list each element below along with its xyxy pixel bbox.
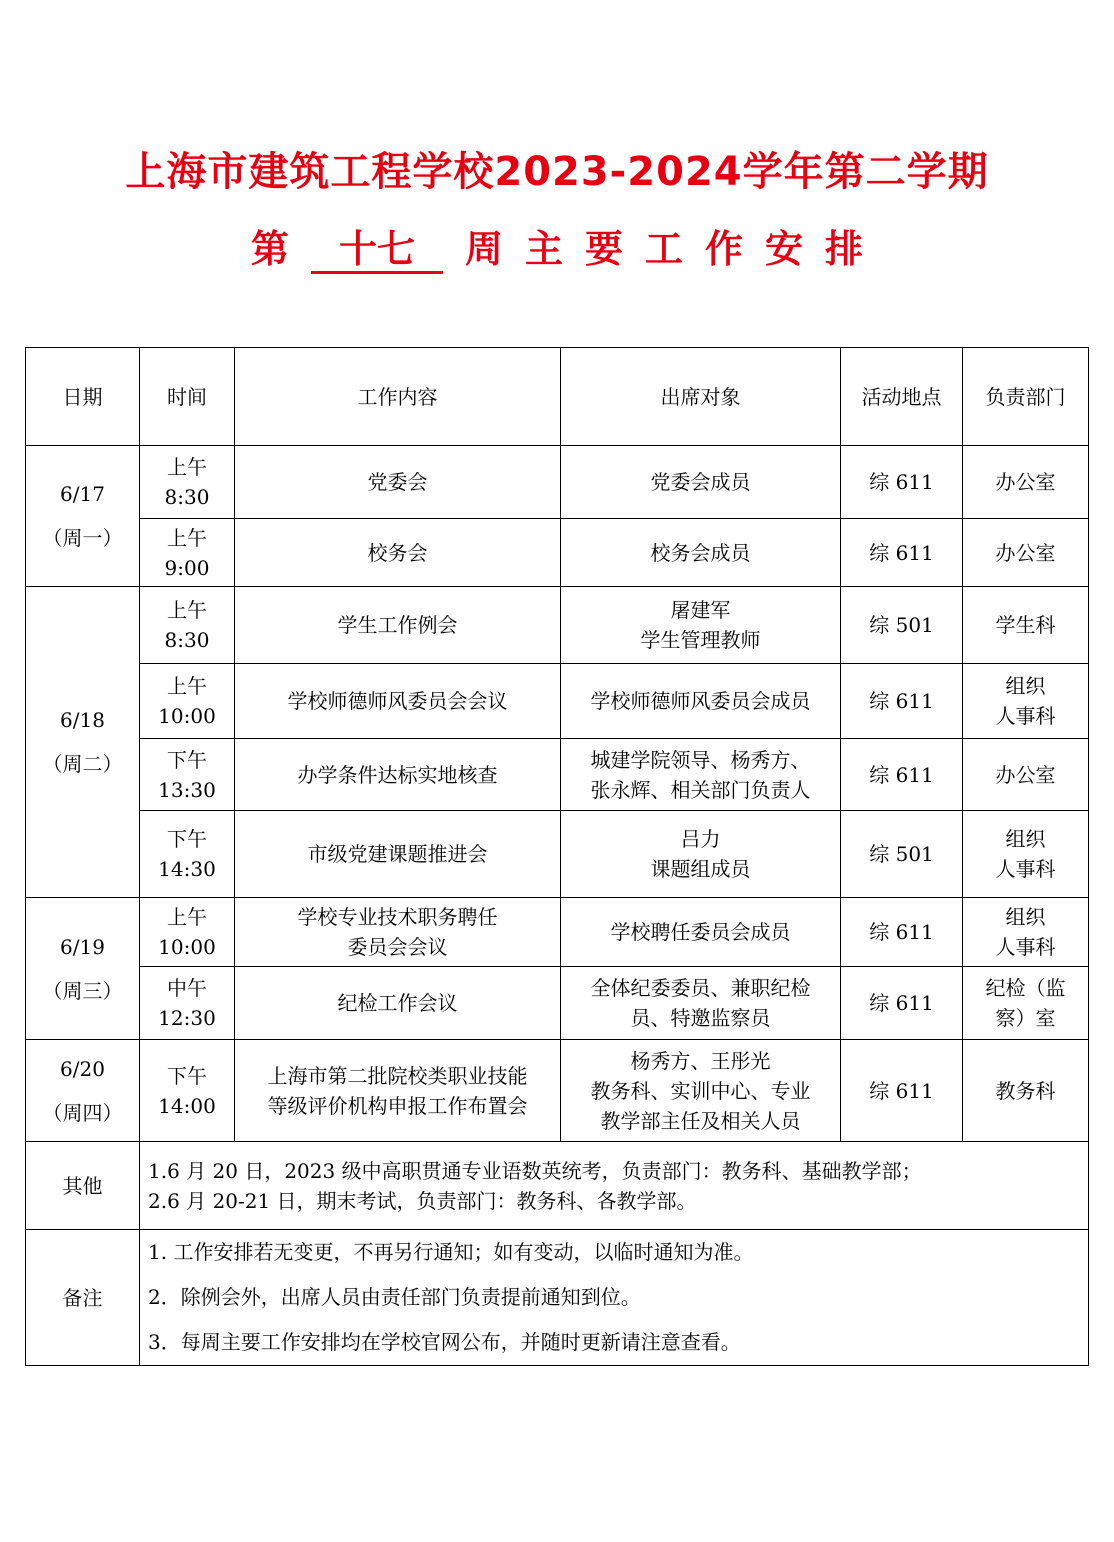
subtitle-char: 主 [524, 227, 563, 271]
table-row [26, 664, 1089, 739]
cell-text-line: 上午 [167, 455, 207, 479]
attendees-cell [561, 1040, 841, 1142]
subtitle-char: 要 [584, 227, 623, 271]
header-department: 负责部门 [963, 348, 1089, 446]
document-title: 上海市建筑工程学校2023-2024学年第二学期 [125, 149, 989, 195]
cell-text-line: 学校师德师风委员会成员 [590, 689, 811, 713]
other-label: 其他 [26, 1142, 140, 1230]
content-cell [235, 1040, 561, 1142]
other-item: 2.6 月 20-21 日，期末考试，负责部门：教务科、各教学部。 [148, 1188, 697, 1213]
remarks-label: 备注 [26, 1230, 140, 1366]
cell-text-line: 察）室 [995, 1006, 1056, 1030]
cell-text-line: 校务会成员 [650, 540, 751, 565]
date-cell [26, 446, 140, 587]
date: 6/18 [60, 708, 105, 732]
content-cell [235, 664, 561, 739]
cell-text-line: 委员会会议 [347, 935, 448, 959]
cell-text-line: 学校聘任委员会成员 [610, 920, 791, 944]
content-cell [235, 739, 561, 811]
cell-text-line: 14:00 [158, 1093, 216, 1118]
cell-text-line: 8:30 [164, 628, 210, 652]
cell-text-line: 屠建军 [670, 598, 731, 622]
table-row [26, 1040, 1089, 1142]
date-cell [26, 898, 140, 1040]
department-cell [963, 446, 1089, 519]
department-cell [963, 664, 1089, 739]
cell-text-line: 市级党建课题推进会 [307, 842, 488, 866]
time-cell [140, 811, 235, 898]
attendees-cell [561, 967, 841, 1040]
department-cell [963, 1040, 1089, 1142]
remark-item: 3．每周主要工作安排均在学校官网公布，并随时更新请注意查看。 [148, 1330, 741, 1354]
location-cell: 综 611 [841, 739, 963, 811]
cell-text-line: 教务科、实训中心、专业 [590, 1078, 811, 1103]
table-row [26, 739, 1089, 811]
subtitle-char: 工 [645, 227, 684, 271]
other-content [140, 1142, 1089, 1230]
cell-text-line: 学生工作例会 [337, 613, 458, 637]
date-cell [26, 587, 140, 898]
table-row [26, 967, 1089, 1040]
time-cell [140, 519, 235, 587]
cell-text-line: 下午 [167, 1063, 207, 1088]
department-cell [963, 967, 1089, 1040]
cell-text-line: 下午 [167, 827, 207, 851]
location-cell: 综 611 [841, 1040, 963, 1142]
time-cell [140, 967, 235, 1040]
cell-text-line: 党委会 [367, 470, 428, 494]
cell-text-line: 12:30 [158, 1006, 216, 1030]
attendees-cell [561, 739, 841, 811]
cell-text-line: 教务科 [995, 1078, 1056, 1103]
cell-text-line: 等级评价机构申报工作布置会 [267, 1093, 528, 1118]
cell-text-line: 中午 [167, 976, 207, 1000]
cell-text-line: 学校师德师风委员会会议 [287, 689, 508, 713]
cell-text-line: 13:30 [158, 777, 216, 802]
other-row [26, 1142, 1089, 1230]
location-cell: 综 611 [841, 664, 963, 739]
other-item: 1.6 月 20 日，2023 级中高职贯通专业语数英统考，负责部门：教务科、基础教学部； [148, 1158, 922, 1183]
attendees-cell [561, 898, 841, 967]
cell-text-line: 8:30 [164, 485, 210, 509]
header-time: 时间 [140, 348, 235, 446]
cell-text-line: 党委会成员 [650, 470, 751, 494]
attendees-cell [561, 519, 841, 587]
content-cell [235, 587, 561, 664]
header-row [26, 348, 1089, 446]
cell-text-line: 组织 [1005, 827, 1046, 851]
subtitle-char: 周 [464, 227, 503, 271]
content-cell [235, 967, 561, 1040]
subtitle-prefix: 第 [250, 227, 289, 271]
cell-text-line: 人事科 [995, 704, 1056, 728]
location-cell: 综 611 [841, 446, 963, 519]
cell-text-line: 人事科 [995, 935, 1056, 959]
cell-text-line: 10:00 [158, 935, 216, 959]
cell-text-line: 学生科 [995, 613, 1056, 637]
content-cell [235, 811, 561, 898]
header-content: 工作内容 [235, 348, 561, 446]
cell-text-line: 张永辉、相关部门负责人 [590, 777, 811, 802]
time-cell [140, 587, 235, 664]
date: 6/20 [60, 1056, 105, 1081]
week-number: 十七 [311, 227, 443, 274]
cell-text-line: 9:00 [164, 555, 210, 580]
weekday: （周二） [42, 752, 123, 776]
cell-text-line: 校务会 [367, 540, 428, 565]
cell-text-line: 办公室 [995, 762, 1056, 787]
table-row [26, 519, 1089, 587]
cell-text-line: 上午 [167, 525, 207, 550]
department-cell [963, 898, 1089, 967]
date-cell [26, 1040, 140, 1142]
table-row [26, 898, 1089, 967]
content-cell [235, 446, 561, 519]
date: 6/17 [60, 482, 105, 506]
header-attendees: 出席对象 [561, 348, 841, 446]
cell-text-line: 办学条件达标实地核查 [297, 762, 498, 787]
remarks-content [140, 1230, 1089, 1366]
weekday: （周三） [42, 978, 123, 1003]
cell-text-line: 下午 [167, 747, 207, 772]
department-cell [963, 519, 1089, 587]
content-cell [235, 898, 561, 967]
department-cell [963, 587, 1089, 664]
location-cell: 综 611 [841, 519, 963, 587]
remarks-row [26, 1230, 1089, 1366]
cell-text-line: 组织 [1005, 905, 1046, 929]
cell-text-line: 学生管理教师 [640, 628, 761, 652]
table-row [26, 811, 1089, 898]
location-cell: 综 501 [841, 587, 963, 664]
table-row [26, 446, 1089, 519]
remark-item: 2．除例会外，出席人员由责任部门负责提前通知到位。 [148, 1285, 641, 1309]
weekday: （周一） [42, 526, 123, 550]
cell-text-line: 城建学院领导、杨秀方、 [590, 747, 811, 772]
cell-text-line: 办公室 [995, 540, 1056, 565]
cell-text-line: 人事科 [995, 857, 1056, 881]
cell-text-line: 教学部主任及相关人员 [600, 1108, 801, 1133]
header-date: 日期 [26, 348, 140, 446]
cell-text-line: 员、特邀监察员 [630, 1006, 771, 1030]
location-cell: 综 611 [841, 967, 963, 1040]
cell-text-line: 办公室 [995, 470, 1056, 494]
attendees-cell [561, 587, 841, 664]
time-cell [140, 446, 235, 519]
cell-text-line: 上午 [167, 598, 207, 622]
cell-text-line: 纪检（监 [985, 976, 1066, 1000]
cell-text-line: 学校专业技术职务聘任 [297, 905, 498, 929]
department-cell [963, 739, 1089, 811]
cell-text-line: 上午 [167, 905, 207, 929]
header-location: 活动地点 [841, 348, 963, 446]
time-cell [140, 898, 235, 967]
cell-text-line: 课题组成员 [650, 857, 751, 881]
location-cell: 综 611 [841, 898, 963, 967]
cell-text-line: 杨秀方、王彤光 [630, 1048, 771, 1073]
cell-text-line: 纪检工作会议 [337, 991, 458, 1015]
week-subtitle [0, 218, 1114, 274]
subtitle-char: 作 [705, 227, 744, 271]
remark-item: 1. 工作安排若无变更，不再另行通知；如有变动，以临时通知为准。 [148, 1240, 754, 1264]
content-cell [235, 519, 561, 587]
cell-text-line: 上午 [167, 674, 207, 698]
subtitle-char: 排 [825, 227, 864, 271]
time-cell [140, 1040, 235, 1142]
schedule-table [25, 347, 1089, 1366]
subtitle-char: 安 [765, 227, 804, 271]
attendees-cell [561, 446, 841, 519]
cell-text-line: 吕力 [680, 827, 721, 851]
time-cell [140, 739, 235, 811]
weekday: （周四） [42, 1100, 123, 1125]
cell-text-line: 14:30 [158, 857, 216, 881]
cell-text-line: 组织 [1005, 674, 1046, 698]
date: 6/19 [60, 934, 105, 959]
attendees-cell [561, 811, 841, 898]
cell-text-line: 10:00 [158, 704, 216, 728]
cell-text-line: 全体纪委委员、兼职纪检 [590, 976, 811, 1000]
time-cell [140, 664, 235, 739]
location-cell: 综 501 [841, 811, 963, 898]
department-cell [963, 811, 1089, 898]
cell-text-line: 上海市第二批院校类职业技能 [267, 1063, 528, 1088]
attendees-cell [561, 664, 841, 739]
table-row [26, 587, 1089, 664]
